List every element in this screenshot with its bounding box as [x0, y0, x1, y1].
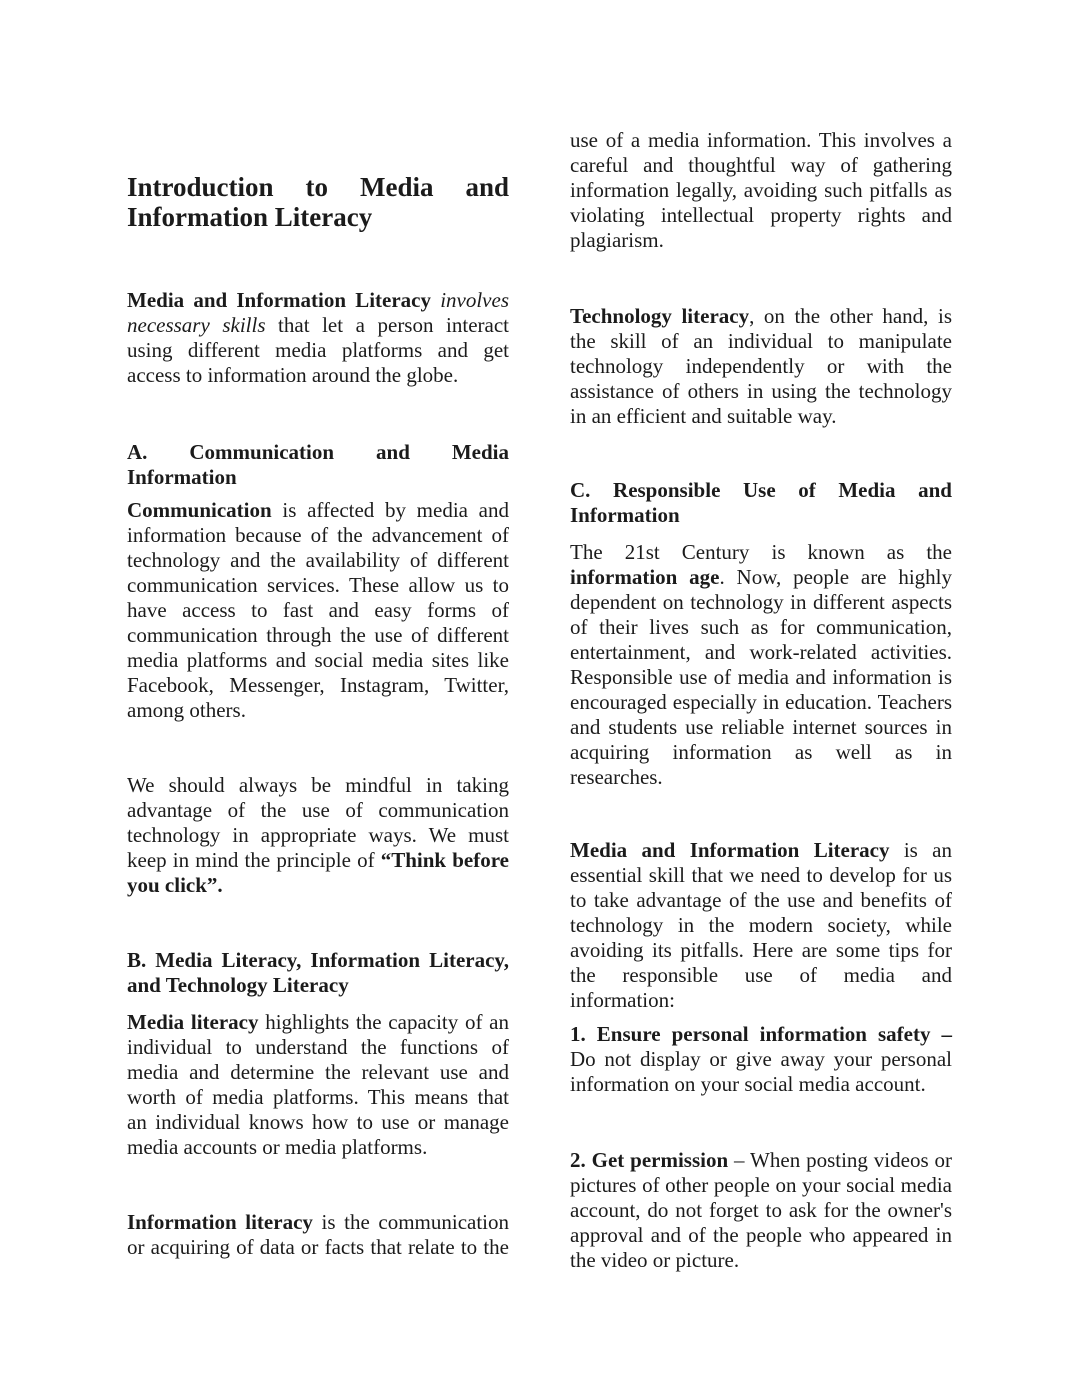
mil-essential-bold: Media and Information Literacy [570, 838, 890, 862]
paragraph-information-literacy-continuation: use of a media information. This involves a careful and thoughtful way of gathering information legally, avoiding such pitfalls as violating intellectual property rights and plagiarism. [570, 128, 952, 252]
mindful-text: We should always be mindful in taking advantage of the use of communication technology in appropriate ways. We must keep in mind the principle of [127, 773, 509, 872]
technology-literacy-bold: Technology literacy [570, 304, 750, 328]
media-literacy-bold: Media literacy [127, 1010, 259, 1034]
information-age-bold: information age [570, 565, 720, 589]
paragraph-mil-essential-skill [570, 838, 952, 1013]
media-literacy-text: highlights the capacity of an individual to understand the functions of media and determine the relevant use and worth of media platforms. This means that an individual knows how to use or manage media accounts or media platforms. [127, 1010, 509, 1159]
tip-2-bold: 2. Get permission [570, 1148, 729, 1172]
communication-text: is affected by media and information because of the advancement of technology and the availability of different communication services. These allow us to have access to fast and easy forms of communication through the use of different media platforms and social media sites like Facebook, Messenger, Instagram, Twitter, among others. [127, 498, 509, 722]
paragraph-tip-1-personal-information-safety [570, 1022, 952, 1097]
mil-intro-bold: Media and Information Literacy [127, 288, 432, 312]
paragraph-technology-literacy [570, 304, 952, 429]
technology-literacy-text: , on the other hand, is the skill of an individual to manipulate technology independently or with the assistance of others in using the technology in an efficient and suitable way. [570, 304, 952, 428]
mil-intro-text: that let a person interact using different media platforms and get access to information around the globe. [127, 313, 509, 387]
paragraph-information-age [570, 540, 952, 790]
information-age-pre: The 21st Century is known as the [570, 540, 952, 564]
communication-bold: Communication [127, 498, 272, 522]
section-c-heading: C. Responsible Use of Media and Information [570, 478, 952, 527]
paragraph-tip-2-get-permission [570, 1148, 952, 1273]
section-a-heading: A. Communication and Media Information [127, 440, 509, 489]
think-before-you-click-bold: “Think before you click”. [127, 848, 510, 897]
tip-2-text: – When posting videos or pictures of other people on your social media account, do not forget to ask for the owner's approval and of the people who appeared in the video or picture. [570, 1148, 952, 1272]
paragraph-media-literacy [127, 1010, 509, 1160]
mil-essential-text: is an essential skill that we need to develop for us to take advantage of the use and benefits of technology in the modern society, while avoiding its pitfalls. Here are some tips for the responsible use of media and information: [570, 838, 953, 1012]
information-age-post: . Now, people are highly dependent on technology in different aspects of their lives such as for communication, entertainment, and work-related activities. Responsible use of media and information is encouraged especially in education. Teachers and students use reliable internet sources in acquiring information as well as in researches. [570, 565, 952, 789]
paragraph-communication [127, 498, 509, 723]
mil-intro-italic: involves necessary skills [127, 288, 509, 337]
right-column [570, 0, 952, 1273]
page-title: Introduction to Media and Information Literacy [127, 172, 509, 232]
section-b-heading: B. Media Literacy, Information Literacy, and Technology Literacy [127, 948, 509, 997]
paragraph-mil-intro [127, 288, 509, 388]
information-literacy-text: is the communication or acquiring of data or facts that relate to the [127, 1210, 510, 1259]
tip-1-text: Do not display or give away your personal information on your social media account. [570, 1047, 952, 1096]
information-literacy-bold: Information literacy [127, 1210, 313, 1234]
left-column [127, 0, 509, 1260]
paragraph-information-literacy [127, 1210, 509, 1260]
paragraph-think-before-you-click [127, 773, 509, 898]
tip-1-bold: 1. Ensure personal information safety – [570, 1022, 952, 1046]
